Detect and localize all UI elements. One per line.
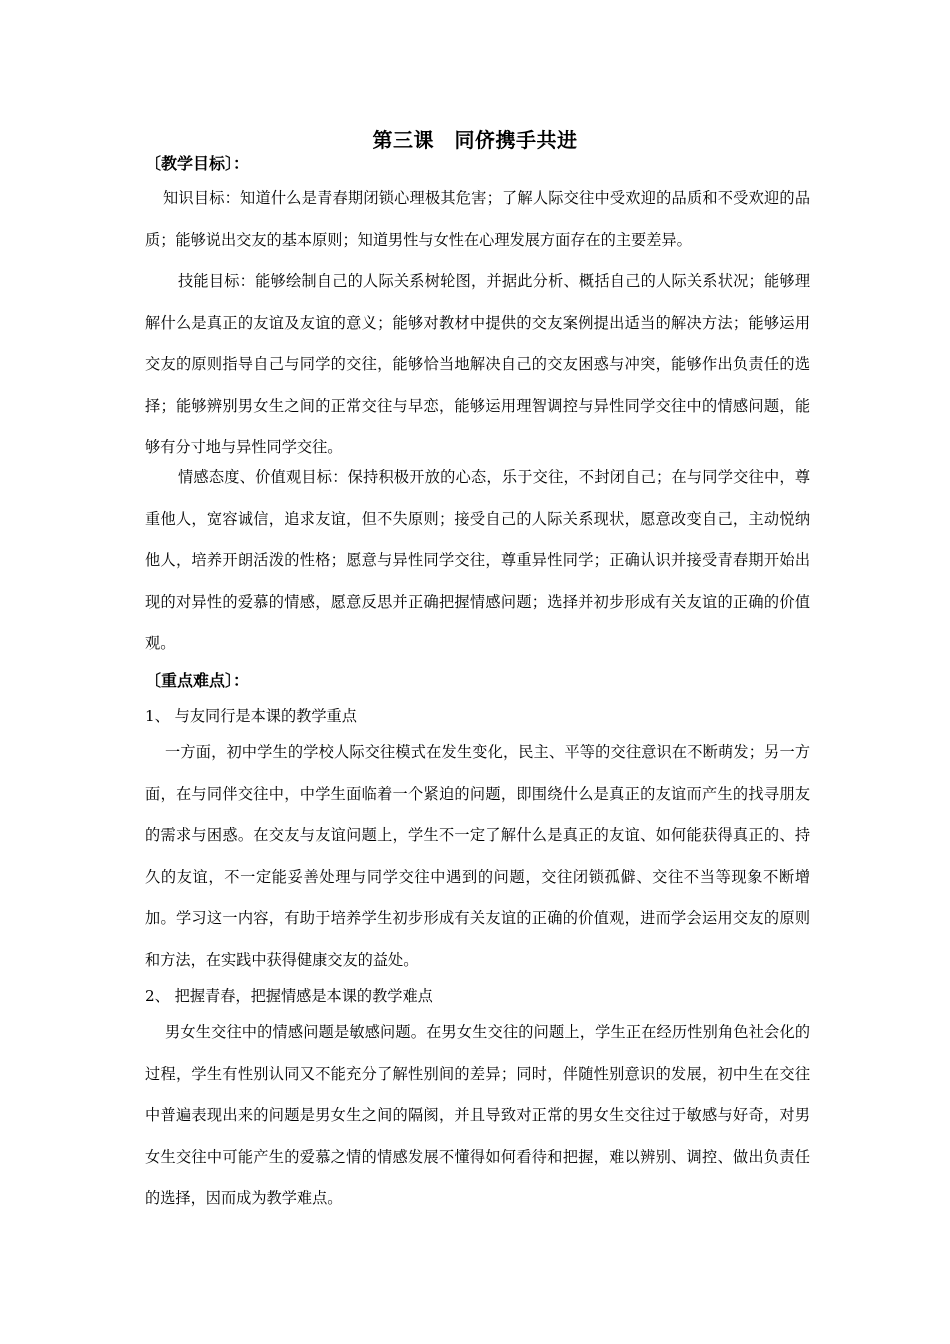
paragraph-key-point-1: 一方面，初中学生的学校人际交往模式在发生变化，民主、平等的交往意识在不断萌发；另一方面，在与同伴交往中，中学生面临着一个紧迫的问题，即围绕什么是真正的友谊而产生的找寻朋友的需求与困惑。在交友与友谊问题上，学生不一定了解什么是真正的友谊、如何能获得真正的、持久的友谊，不一定能妥善处理与同学交往中遇到的问题，交往闭锁孤僻、交往不当等现象不断增加。学习这一内容，有助于培养学生初步形成有关友谊的正确的价值观，进而学会运用交友的原则和方法，在实践中获得健康交友的益处。 [145, 743, 810, 969]
paragraph-skill-objective: 技能目标：能够绘制自己的人际关系树轮图，并据此分析、概括自己的人际关系状况；能够理解什么是真正的友谊及友谊的意义；能够对教材中提供的交友案例提出适当的解决方法；能够运用交友的原则指导自己与同学的交往，能够恰当地解决自己的交友困惑与冲突，能够作出负责任的选择；能够辨别男女生之间的正常交往与早恋，能够运用理智调控与异性同学交往中的情感问题，能够有分寸地与异性同学交往。 [145, 272, 810, 456]
key-point-item-1: 1、 与友同行是本课的教学重点 [145, 707, 357, 725]
paragraph-attitude-objective: 情感态度、价值观目标：保持积极开放的心态，乐于交往，不封闭自己；在与同学交往中，尊重他人，宽容诚信，追求友谊，但不失原则；接受自己的人际关系现状，愿意改变自己，主动悦纳他人，培养开朗活泼的性格；愿意与异性同学交往，尊重异性同学；正确认识并接受青春期开始出现的对异性的爱慕的情感，愿意反思并正确把握情感问题；选择并初步形成有关友谊的正确的价值观。 [145, 468, 810, 652]
paragraph-knowledge-objective: 知识目标：知道什么是青春期闭锁心理极其危害；了解人际交往中受欢迎的品质和不受欢迎的品质；能够说出交友的基本原则；知道男性与女性在心理发展方面存在的主要差异。 [145, 189, 810, 249]
section-heading-objectives: 〔教学目标〕： [145, 154, 250, 173]
section-heading-key-points: 〔重点难点〕： [145, 671, 250, 690]
key-point-item-2: 2、 把握青春，把握情感是本课的教学难点 [145, 987, 433, 1005]
paragraph-key-point-2: 男女生交往中的情感问题是敏感问题。在男女生交往的问题上，学生正在经历性别角色社会化的过程，学生有性别认同又不能充分了解性别间的差异；同时，伴随性别意识的发展，初中生在交往中普遍表现出来的问题是男女生之间的隔阂，并且导致对正常的男女生交往过于敏感与好奇，对男女生交往中可能产生的爱慕之情的情感发展不懂得如何看待和把握，难以辨别、调控、做出负责任的选择，因而成为教学难点。 [145, 1023, 810, 1207]
document-title: 第三课 同侪携手共进 [372, 128, 578, 152]
